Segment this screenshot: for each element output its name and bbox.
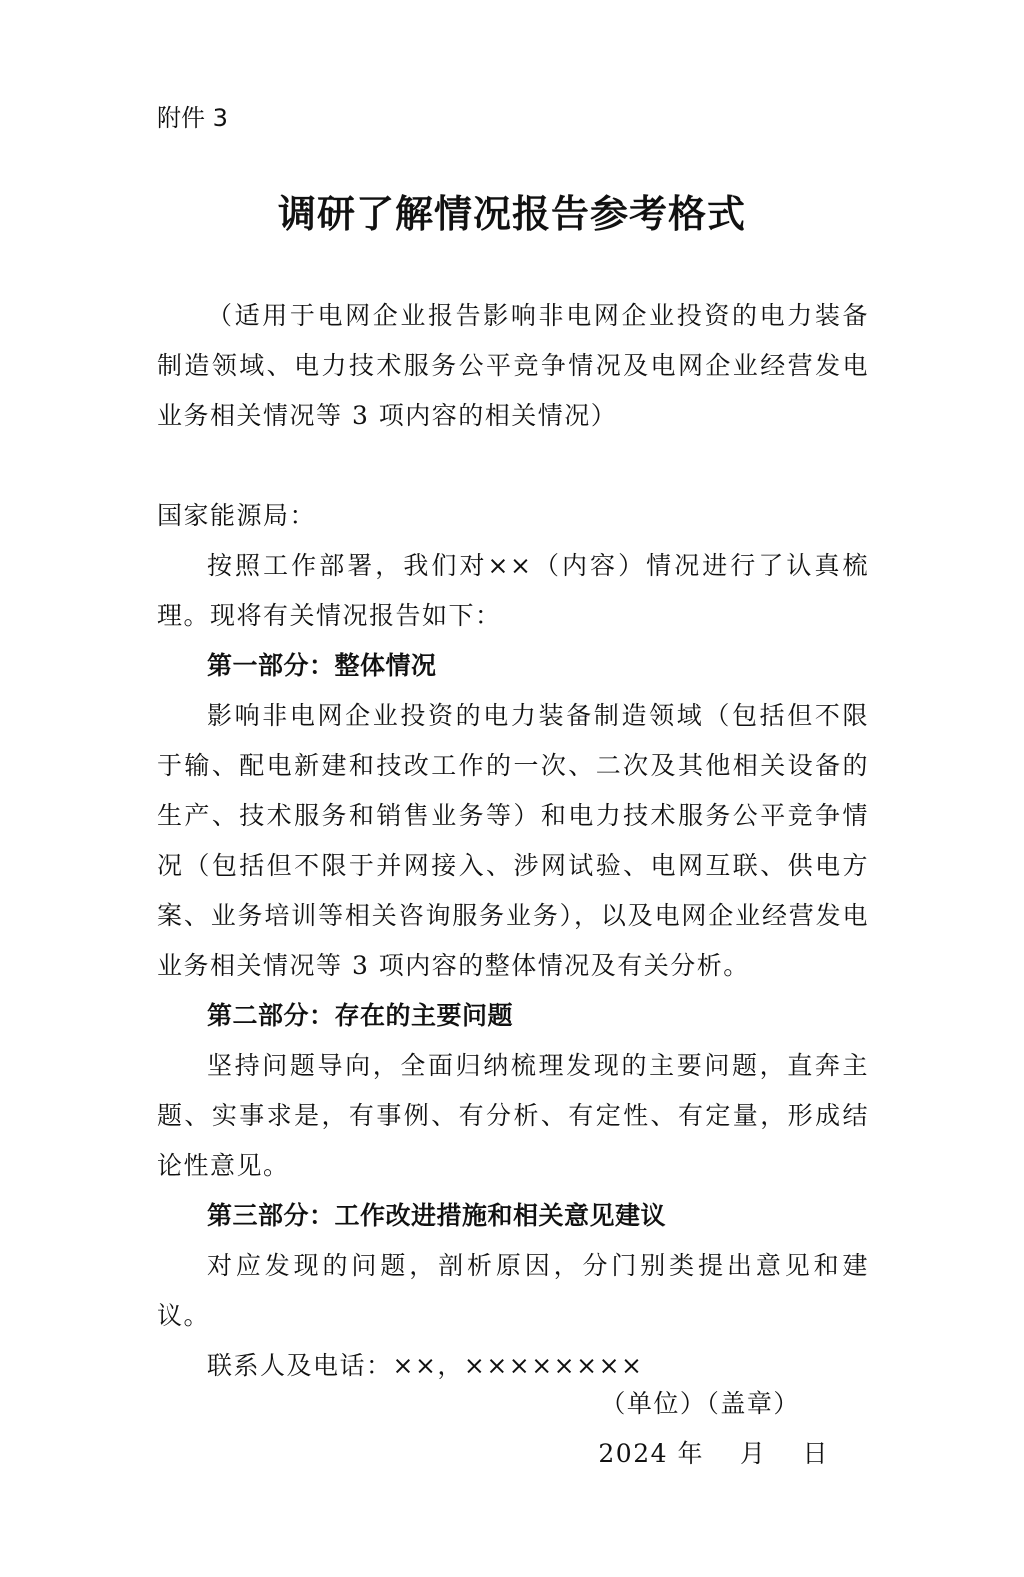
contact-line: 联系人及电话：××，×××××××× bbox=[207, 1351, 644, 1380]
section-text-2: 坚持问题导向，全面归纳梳理发现的主要问题，直奔主题、实事求是，有事例、有分析、有定性、有定量，形成结论性意见。 bbox=[157, 1051, 869, 1180]
signature-block bbox=[600, 1379, 829, 1479]
unit-seal: （单位）（盖章） bbox=[600, 1389, 800, 1418]
date-year: 2024 年 bbox=[598, 1439, 704, 1468]
salutation: 国家能源局： bbox=[157, 501, 317, 530]
intro-paragraph: 按照工作部署，我们对××（内容）情况进行了认真梳理。现将有关情况报告如下： bbox=[157, 551, 869, 630]
date-day: 日 bbox=[802, 1439, 829, 1468]
section-heading-2: 第二部分：存在的主要问题 bbox=[207, 1001, 514, 1030]
signature-date bbox=[598, 1429, 829, 1479]
attachment-label: 附件 3 bbox=[157, 104, 228, 132]
section-text-1: 影响非电网企业投资的电力装备制造领域（包括但不限于输、配电新建和技改工作的一次、二次及其他相关设备的生产、技术服务和销售业务等）和电力技术服务公平竞争情况（包括但不限于并网接入、涉网试验、电网互联、供电方案、业务培训等相关咨询服务业务），以及电网企业经营发电业务相关情况等 3 项内容的整体情况及有关分析。 bbox=[157, 701, 869, 980]
date-month: 月 bbox=[739, 1439, 767, 1468]
document-title: 调研了解情况报告参考格式 bbox=[277, 192, 746, 236]
section-text-3: 对应发现的问题，剖析原因，分门别类提出意见和建议。 bbox=[157, 1251, 869, 1330]
section-heading-3: 第三部分：工作改进措施和相关意见建议 bbox=[207, 1201, 667, 1230]
document-body bbox=[157, 291, 869, 1391]
scope-note: （适用于电网企业报告影响非电网企业投资的电力装备制造领域、电力技术服务公平竞争情况及电网企业经营发电业务相关情况等 3 项内容的相关情况） bbox=[157, 301, 869, 430]
section-heading-1: 第一部分：整体情况 bbox=[207, 651, 437, 680]
